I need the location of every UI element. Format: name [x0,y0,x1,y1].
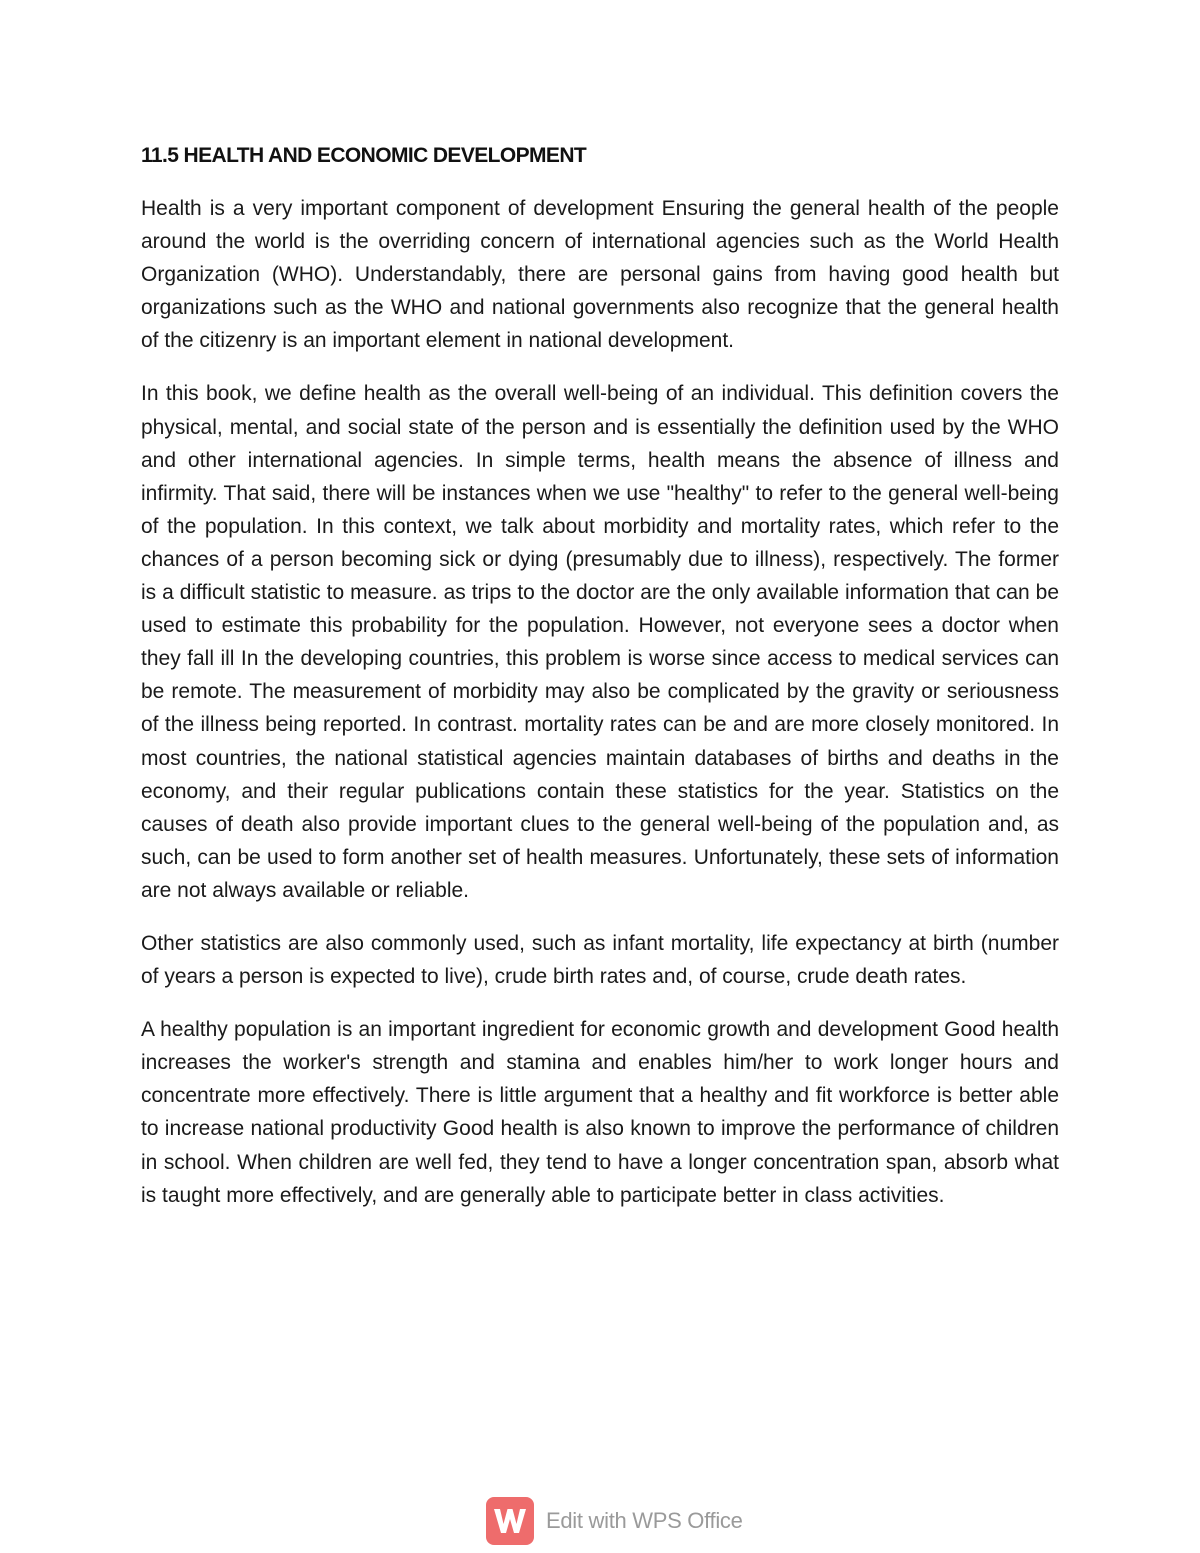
wps-w-glyph [492,1506,528,1536]
edit-with-wps-label[interactable]: Edit with WPS Office [546,1508,743,1533]
document-page [141,140,1059,1232]
section-heading: 11.5 HEALTH AND ECONOMIC DEVELOPMENT [141,144,587,167]
paragraph-1: Health is a very important component of development Ensuring the general health of the people around the world is the overriding concern of international agencies such as the World Health Organization (WHO). Understandably, there are personal gains from having good health but organizations such as the WHO and national governments also recognize that the general health of the citizenry is an important element in national development. [141,197,1059,353]
paragraph-3: Other statistics are also commonly used, such as infant mortality, life expectancy at birth (number of years a person is expected to live), crude birth rates and, of course, crude death rates. [141,931,1059,989]
edit-with-wps-banner[interactable] [486,1497,743,1545]
paragraph-2: In this book, we define health as the overall well-being of an individual. This definition covers the physical, mental, and social state of the person and is essentially the definition used by the WHO and other international agencies. In simple terms, health means the absence of illness and infirmity. That said, there will be instances when we use "healthy" to refer to the general well-being of the population. In this context, we talk about morbidity and mortality rates, which refer to the chances of a person becoming sick or dying (presumably due to illness), respectively. The former is a difficult statistic to measure. as trips to the doctor are the only available information that can be used to estimate this probability for the population. However, not everyone sees a doctor when they fall ill In the developing countries, this problem is worse since access to medical services can be remote. The measurement of morbidity may also be complicated by the gravity or seriousness of the illness being reported. In contrast. mortality rates can be and are more closely monitored. In most countries, the national statistical agencies maintain databases of births and deaths in the economy, and their regular publications contain these statistics for the year. Statistics on the causes of death also provide important clues to the general well-being of the population and, as such, can be used to form another set of health measures. Unfortunately, these sets of information are not always available or reliable. [141,382,1059,902]
wps-office-logo-icon[interactable] [486,1497,534,1545]
paragraph-4: A healthy population is an important ingredient for economic growth and development Good health increases the worker's strength and stamina and enables him/her to work longer hours and concentrate more effectively. There is little argument that a healthy and fit workforce is better able to increase national productivity Good health is also known to improve the performance of children in school. When children are well fed, they tend to have a longer concentration span, absorb what is taught more effectively, and are generally able to participate better in class activities. [141,1018,1059,1207]
